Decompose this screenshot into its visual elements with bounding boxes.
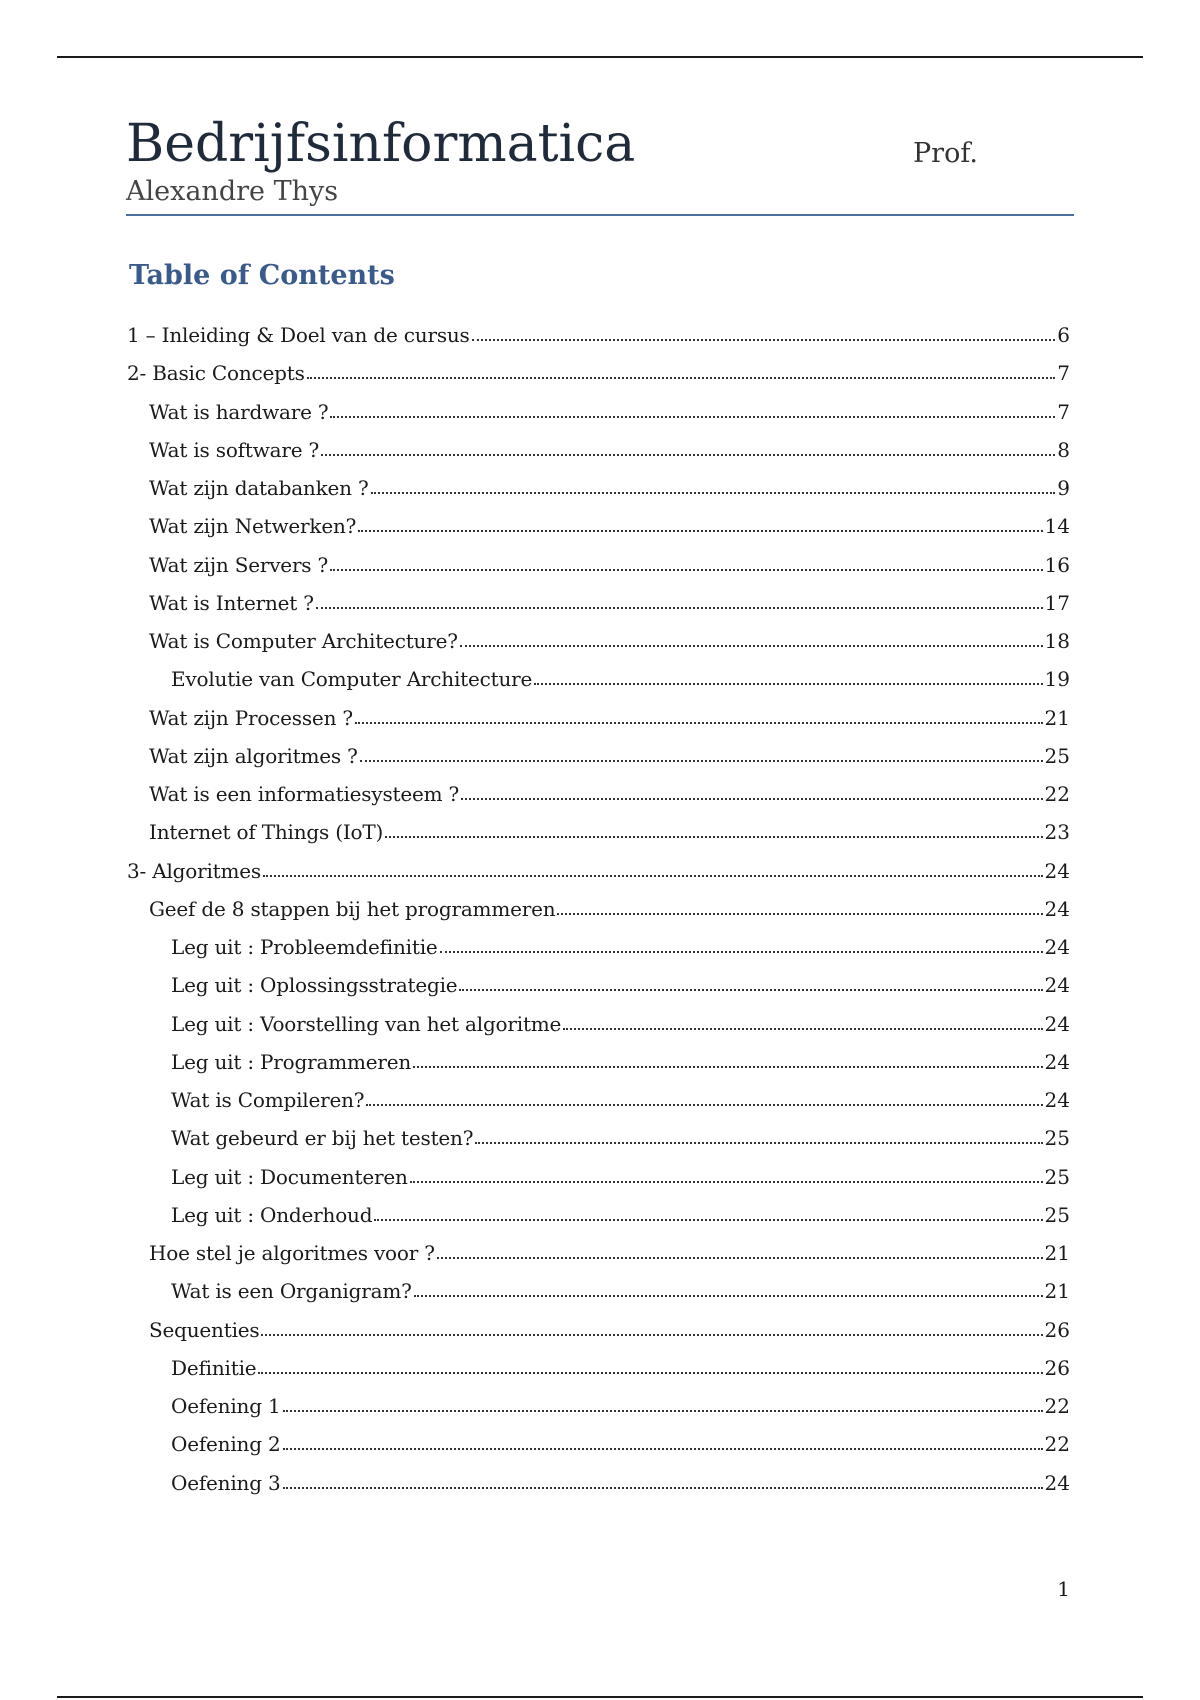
toc-entry[interactable] (127, 355, 1070, 385)
bottom-rule (57, 1696, 1143, 1698)
toc-entry-title: Wat is software ? (149, 438, 320, 462)
toc-dot-leader (440, 951, 1043, 953)
toc-dot-leader (366, 1104, 1042, 1106)
toc-entry[interactable] (149, 1235, 1070, 1265)
toc-dot-leader (358, 530, 1042, 532)
toc-entry[interactable] (171, 1197, 1070, 1227)
toc-entry-page: 22 (1044, 1432, 1070, 1456)
toc-entry[interactable] (171, 1159, 1070, 1189)
toc-dot-leader (283, 1448, 1043, 1450)
toc-dot-leader (263, 875, 1043, 877)
toc-entry-title: Oefening 1 (171, 1394, 281, 1418)
toc-entry-page: 24 (1044, 973, 1070, 997)
toc-entry-title: 1 – Inleiding & Doel van de cursus (127, 323, 470, 347)
toc-entry-page: 17 (1044, 591, 1070, 615)
toc-entry[interactable] (149, 700, 1070, 730)
toc-entry-title: Wat zijn algoritmes ? (149, 744, 358, 768)
toc-entry-title: 3- Algoritmes (127, 859, 261, 883)
toc-dot-leader (360, 760, 1043, 762)
toc-entry[interactable] (149, 470, 1070, 500)
toc-entry-title: Leg uit : Onderhoud (171, 1203, 373, 1227)
toc-entry-page: 6 (1057, 323, 1070, 347)
toc-dot-leader (283, 1410, 1043, 1412)
toc-entry-page: 24 (1044, 1012, 1070, 1036)
toc-entry[interactable] (171, 929, 1070, 959)
toc-entry-title: Definitie (171, 1356, 257, 1380)
toc-dot-leader (437, 1257, 1043, 1259)
toc-entry-title: Wat is een Organigram? (171, 1279, 412, 1303)
toc-entry-page: 22 (1044, 1394, 1070, 1418)
toc-entry[interactable] (171, 1465, 1070, 1495)
toc-dot-leader (460, 645, 1043, 647)
toc-dot-leader (316, 607, 1043, 609)
toc-entry-title: Geef de 8 stappen bij het programmeren (149, 897, 556, 921)
professor-label: Prof. (913, 138, 978, 169)
toc-entry-title: Wat is Compileren? (171, 1088, 365, 1112)
toc-dot-leader (563, 1028, 1042, 1030)
toc-entry[interactable] (149, 394, 1070, 424)
toc-entry-page: 23 (1044, 820, 1070, 844)
toc-dot-leader (410, 1181, 1043, 1183)
toc-entry-page: 21 (1044, 706, 1070, 730)
toc-dot-leader (475, 1142, 1042, 1144)
toc-entry-page: 14 (1044, 514, 1070, 538)
toc-entry[interactable] (127, 853, 1070, 883)
toc-dot-leader (414, 1295, 1043, 1297)
toc-dot-leader (321, 454, 1055, 456)
toc-entry-page: 24 (1044, 897, 1070, 921)
toc-entry[interactable] (171, 1006, 1070, 1036)
toc-entry[interactable] (171, 1044, 1070, 1074)
toc-entry-title: Wat gebeurd er bij het testen? (171, 1126, 474, 1150)
toc-dot-leader (330, 569, 1043, 571)
toc-entry-page: 22 (1044, 782, 1070, 806)
toc-entry-page: 25 (1044, 1165, 1070, 1189)
toc-entry[interactable] (171, 1350, 1070, 1380)
toc-entry-page: 7 (1057, 400, 1070, 424)
toc-dot-leader (459, 989, 1042, 991)
toc-entry-page: 24 (1044, 1050, 1070, 1074)
toc-dot-leader (472, 339, 1056, 341)
toc-entry[interactable] (171, 1426, 1070, 1456)
toc-dot-leader (258, 1372, 1042, 1374)
toc-entry-title: Sequenties (149, 1318, 260, 1342)
toc-entry[interactable] (149, 891, 1070, 921)
toc-entry[interactable] (171, 661, 1070, 691)
toc-entry-page: 21 (1044, 1241, 1070, 1265)
toc-entry[interactable] (149, 432, 1070, 462)
toc-entry[interactable] (149, 776, 1070, 806)
toc-entry-page: 24 (1044, 1088, 1070, 1112)
toc-dot-leader (355, 722, 1043, 724)
toc-entry-title: Oefening 2 (171, 1432, 281, 1456)
toc-heading: Table of Contents (129, 260, 395, 291)
toc-dot-leader (330, 416, 1055, 418)
toc-entry-title: Internet of Things (IoT) (149, 820, 384, 844)
toc-entry-title: Leg uit : Probleemdefinitie (171, 935, 438, 959)
toc-entry-title: Leg uit : Voorstelling van het algoritme (171, 1012, 562, 1036)
toc-entry[interactable] (149, 623, 1070, 653)
toc-dot-leader (283, 1487, 1043, 1489)
toc-entry-page: 19 (1044, 667, 1070, 691)
toc-entry[interactable] (149, 585, 1070, 615)
author-name: Alexandre Thys (126, 176, 339, 207)
toc-entry[interactable] (149, 814, 1070, 844)
toc-entry-page: 26 (1044, 1356, 1070, 1380)
toc-entry-title: Wat zijn Netwerken? (149, 514, 357, 538)
toc-entry-page: 26 (1044, 1318, 1070, 1342)
toc-entry-title: Hoe stel je algoritmes voor ? (149, 1241, 435, 1265)
toc-entry-page: 7 (1057, 361, 1070, 385)
toc-entry-title: Leg uit : Programmeren (171, 1050, 412, 1074)
toc-entry[interactable] (171, 1273, 1070, 1303)
toc-entry[interactable] (127, 317, 1070, 347)
toc-dot-leader (307, 377, 1056, 379)
toc-entry-page: 9 (1057, 476, 1070, 500)
toc-entry-page: 18 (1044, 629, 1070, 653)
toc-entry[interactable] (149, 508, 1070, 538)
toc-entry-title: Wat zijn databanken ? (149, 476, 369, 500)
toc-dot-leader (534, 683, 1042, 685)
toc-entry[interactable] (149, 738, 1070, 768)
toc-entry-title: Wat is een informatiesysteem ? (149, 782, 460, 806)
toc-entry-title: Leg uit : Oplossingsstrategie (171, 973, 458, 997)
toc-entry-page: 24 (1044, 859, 1070, 883)
toc-entry-page: 25 (1044, 1126, 1070, 1150)
toc-entry-title: Wat zijn Processen ? (149, 706, 353, 730)
toc-entry-page: 21 (1044, 1279, 1070, 1303)
toc-dot-leader (461, 798, 1042, 800)
toc-entry[interactable] (149, 1312, 1070, 1342)
page-number: 1 (1057, 1577, 1070, 1601)
toc-entry[interactable] (171, 967, 1070, 997)
toc-entry-title: Evolutie van Computer Architecture (171, 667, 533, 691)
toc-dot-leader (385, 836, 1042, 838)
toc-entry[interactable] (171, 1082, 1070, 1112)
toc-entry-title: Wat zijn Servers ? (149, 553, 329, 577)
toc-entry-title: Wat is hardware ? (149, 400, 329, 424)
toc-entry-title: 2- Basic Concepts (127, 361, 305, 385)
toc-entry-title: Wat is Computer Architecture? (149, 629, 458, 653)
toc-entry[interactable] (171, 1120, 1070, 1150)
toc-entry-page: 25 (1044, 744, 1070, 768)
toc-entry-page: 16 (1044, 553, 1070, 577)
toc-entry-page: 24 (1044, 1471, 1070, 1495)
toc-dot-leader (261, 1334, 1042, 1336)
toc-entry[interactable] (171, 1388, 1070, 1418)
toc-entry-title: Oefening 3 (171, 1471, 281, 1495)
toc-entry[interactable] (149, 547, 1070, 577)
toc-entry-page: 24 (1044, 935, 1070, 959)
toc-dot-leader (371, 492, 1056, 494)
toc-dot-leader (374, 1219, 1042, 1221)
toc-entry-page: 25 (1044, 1203, 1070, 1227)
document-title: Bedrijfsinformatica (126, 114, 636, 174)
toc-dot-leader (557, 913, 1042, 915)
toc-entry-title: Leg uit : Documenteren (171, 1165, 408, 1189)
toc-entry-page: 8 (1057, 438, 1070, 462)
toc-dot-leader (413, 1066, 1043, 1068)
toc-entry-title: Wat is Internet ? (149, 591, 314, 615)
